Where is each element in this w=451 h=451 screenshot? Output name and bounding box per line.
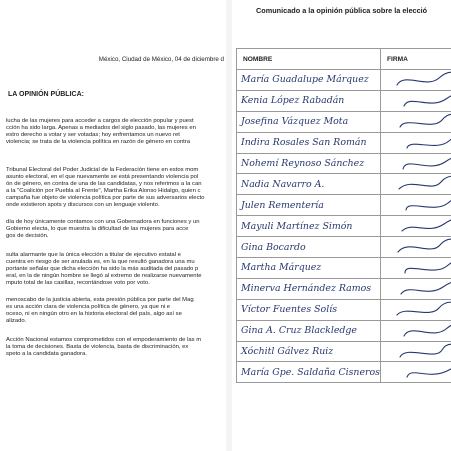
text-line: Gobierno electa, lo que muestra la dificultad de las mujeres para acce: [6, 226, 189, 233]
signature-cell: [380, 132, 451, 153]
handwritten-name: Xóchitl Gálvez Ruiz: [237, 341, 381, 362]
letter-paragraph: [6, 337, 226, 358]
table-row: [237, 362, 451, 383]
signature-scribble: [381, 195, 451, 215]
text-line: lucha de las mujeres para acceder a cargos de elección popular y puest: [6, 118, 194, 124]
signature-cell: [380, 195, 451, 216]
text-line: ón de género, en contra de una de las candidatas, y nos referimos a la can: [6, 181, 202, 188]
text-line: Acción Nacional estamos comprometidos con el empoderamiento de las m: [6, 337, 202, 343]
text-line: alizado.: [6, 318, 27, 325]
signature-scribble: [381, 154, 451, 174]
table-row: [237, 258, 451, 279]
signature-scribble: [381, 174, 451, 194]
signature-cell: [380, 216, 451, 237]
signature-scribble: [381, 237, 451, 257]
table-row: [237, 195, 451, 216]
signature-cell: [380, 174, 451, 195]
signature-scribble: [381, 70, 451, 90]
handwritten-name: María Guadalupe Márquez: [237, 70, 381, 91]
handwritten-name: Minerva Hernández Ramos: [237, 278, 381, 299]
text-line: día de hoy únicamente contamos con una Gobernadora en funciones y un: [6, 219, 200, 225]
text-line: cción ha sido larga. Apenas a mediados del siglo pasado, las mujeres en: [6, 125, 196, 132]
text-line: gos de decisión.: [6, 233, 49, 240]
table-header-row: [237, 49, 451, 70]
letter-paragraph: [6, 297, 226, 325]
letter-paragraph: [6, 118, 226, 146]
text-line: oceso, ni en ningún otro en la historia electoral del país, algo así se: [6, 311, 182, 318]
text-line: a la "Coalición por Puebla al Frente", Martha Erika Alonso Hidalgo, quien c: [6, 188, 201, 195]
signature-scribble: [381, 300, 451, 320]
text-line: mputo total de las casillas, recontándose voto por voto.: [6, 280, 150, 287]
handwritten-name: Gina Bocardo: [237, 237, 381, 258]
text-line: sulta alarmante que la única elección a titular de ejecutivo estatal e: [6, 252, 181, 258]
handwritten-name: Martha Márquez: [237, 258, 381, 279]
table-row: [237, 299, 451, 320]
text-line: portante señalar que dicha elección ha sido la más auditada del pasado p: [6, 266, 199, 273]
signature-page: [232, 0, 451, 451]
table-row: [237, 278, 451, 299]
signature-cell: [380, 153, 451, 174]
letter-paragraph: [6, 219, 226, 240]
table-row: [237, 216, 451, 237]
handwritten-name: Josefina Vázquez Mota: [237, 111, 381, 132]
text-line: onde existieron spots y discursos con un lenguaje violento.: [6, 202, 160, 209]
signature-scribble: [381, 216, 451, 236]
letter-paragraph: [6, 167, 226, 210]
handwritten-name: Nadia Navarro A.: [237, 174, 381, 195]
table-row: [237, 111, 451, 132]
text-line: Tribunal Electoral del Poder Judicial de la Federación tiene en estos mom: [6, 167, 199, 173]
table-row: [237, 70, 451, 91]
column-header-name: NOMBRE: [237, 49, 381, 70]
signature-scribble: [381, 342, 451, 362]
text-line: campaña fue objeto de violencia política por parte de sus adversarios electo: [6, 195, 205, 202]
table-row: [237, 320, 451, 341]
signature-cell: [380, 362, 451, 383]
handwritten-name: Indira Rosales San Román: [237, 132, 381, 153]
signature-cell: [380, 111, 451, 132]
signature-cell: [380, 320, 451, 341]
handwritten-name: Kenia López Rabadán: [237, 90, 381, 111]
table-row: [237, 341, 451, 362]
letter-salutation: LA OPINIÓN PÚBLICA:: [8, 91, 84, 98]
signature-scribble: [381, 133, 451, 153]
signature-scribble: [381, 279, 451, 299]
signature-scribble: [381, 112, 451, 132]
text-line: estro derecho a votar y ser votadas; hoy enfrentamos un nuevo ret: [6, 132, 180, 139]
text-line: speto a la candidata ganadora.: [6, 351, 87, 358]
handwritten-name: Nohemí Reynoso Sánchez: [237, 153, 381, 174]
signature-scribble: [381, 91, 451, 111]
handwritten-name: Mayuli Martínez Simón: [237, 216, 381, 237]
signature-scribble: [381, 258, 451, 278]
text-line: cuentra en riesgo de ser anulada es, en la que resultó ganadora una mu: [6, 259, 195, 266]
handwritten-name: Julen Rementería: [237, 195, 381, 216]
handwritten-name: Víctor Fuentes Solís: [237, 299, 381, 320]
text-line: la toma de decisiones. Basta de violencia, basta de discriminación, ex: [6, 344, 189, 351]
table-row: [237, 237, 451, 258]
table-row: [237, 90, 451, 111]
signature-scribble: [381, 362, 451, 382]
table-row: [237, 153, 451, 174]
letter-paragraph: [6, 252, 226, 287]
signature-scribble: [381, 321, 451, 341]
signature-cell: [380, 237, 451, 258]
letter-date: México, Ciudad de México, 04 de diciembre d: [98, 56, 224, 63]
signature-cell: [380, 341, 451, 362]
annex-title: Comunicado a la opinión pública sobre la elecció: [256, 6, 428, 15]
text-line: violencia; se trata de la violencia política en razón de género en contra: [6, 139, 191, 146]
signature-table: [236, 48, 451, 383]
table-row: [237, 132, 451, 153]
table-row: [237, 174, 451, 195]
signature-rows: [237, 70, 451, 383]
signature-cell: [380, 299, 451, 320]
handwritten-name: María Gpe. Saldaña Cisneros: [237, 362, 381, 383]
column-header-signature: FIRMA: [380, 49, 451, 70]
handwritten-name: Gina A. Cruz Blackledge: [237, 320, 381, 341]
signature-cell: [380, 90, 451, 111]
signature-cell: [380, 258, 451, 279]
signature-cell: [380, 278, 451, 299]
text-line: asunto electoral, en el que nuevamente se está presentando violencia pol: [6, 174, 199, 181]
text-line: es una acción clara de violencia política de género, ya que ni e: [6, 304, 171, 311]
text-line: eral, en la de ningún hombre se llegó al extremo de realizarse nuevamente: [6, 273, 202, 280]
text-line: menoscabo de la justicia abierta, esta presión pública por parte del Mag: [6, 297, 194, 303]
signature-cell: [380, 70, 451, 91]
